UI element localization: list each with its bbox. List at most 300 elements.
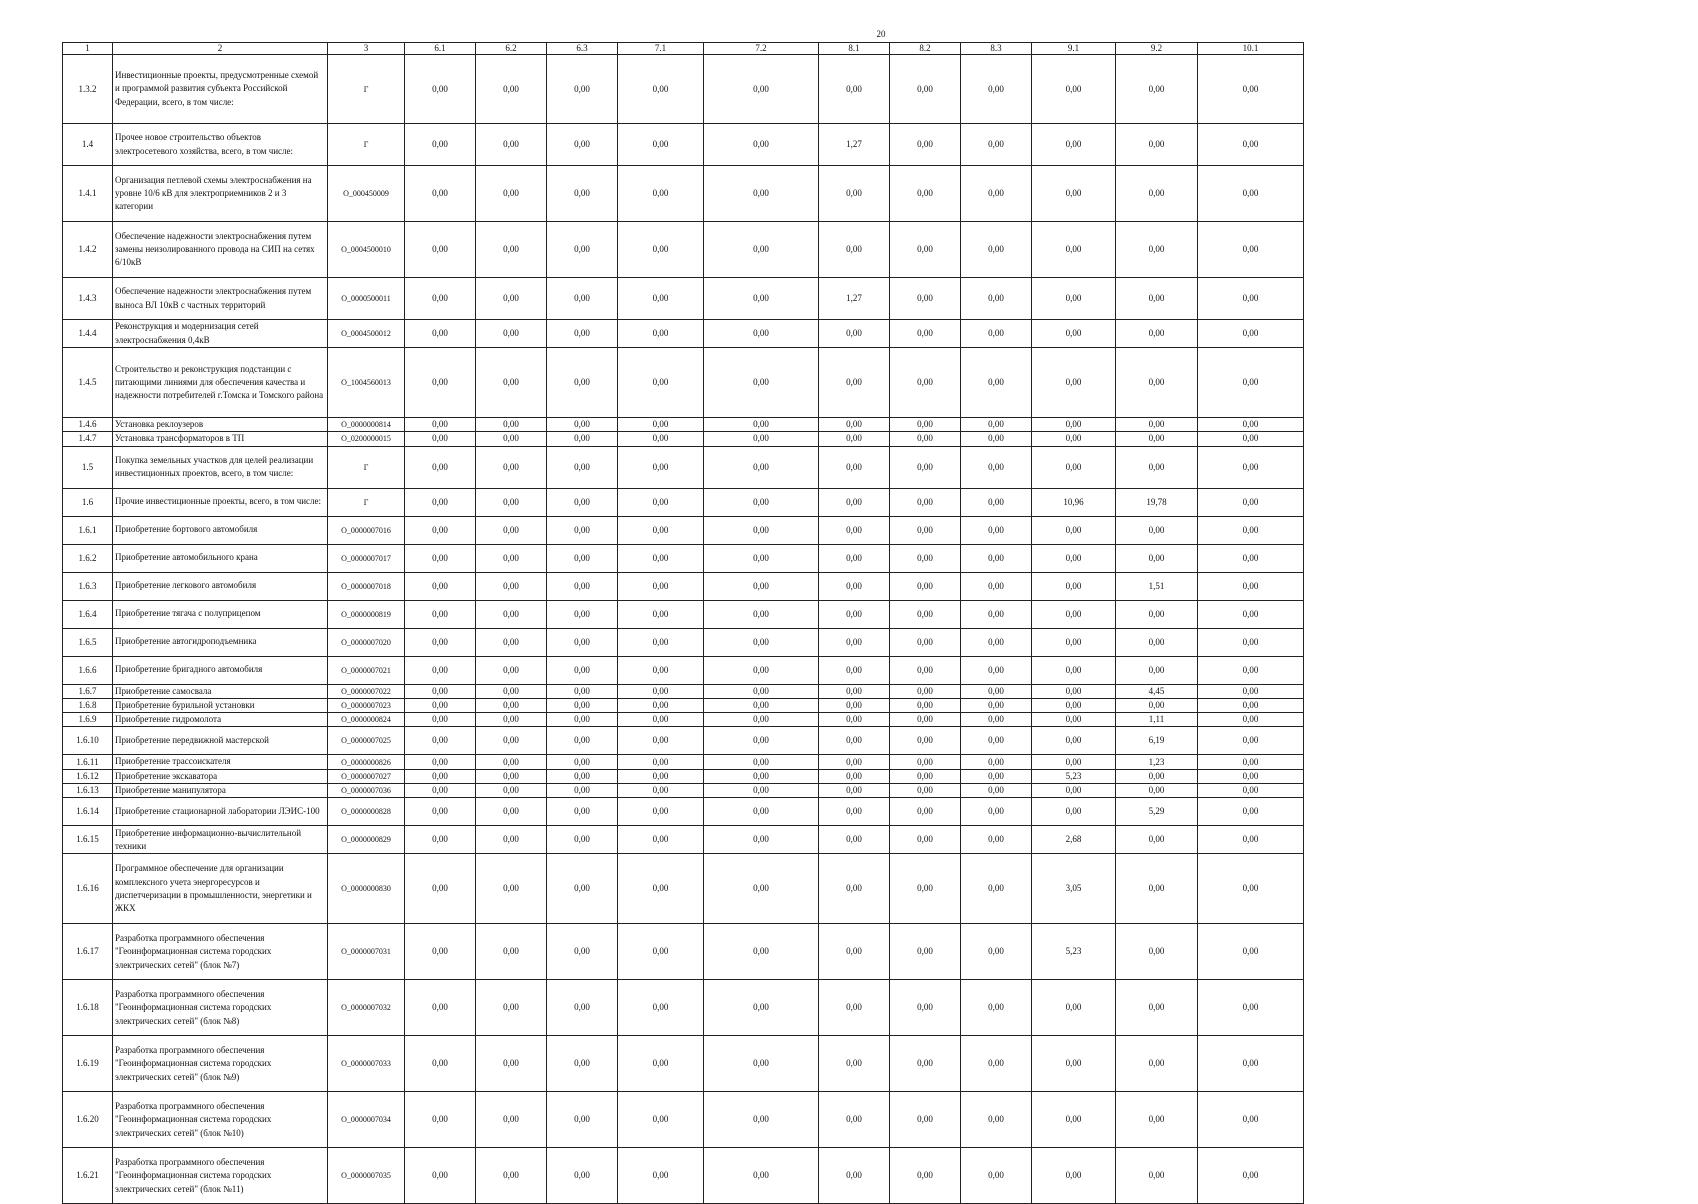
value-cell: 0,00 bbox=[819, 222, 890, 278]
value-cell: 0,00 bbox=[961, 1036, 1032, 1092]
value-cell: 5,23 bbox=[1032, 924, 1116, 980]
value-cell: 0,00 bbox=[618, 55, 704, 124]
value-cell: 0,00 bbox=[618, 488, 704, 516]
row-number: 1.4.6 bbox=[63, 418, 113, 432]
row-code: О_0000000829 bbox=[328, 826, 405, 854]
value-cell: 0,00 bbox=[819, 924, 890, 980]
value-cell: 0,00 bbox=[1198, 55, 1304, 124]
value-cell: 0,00 bbox=[890, 755, 961, 769]
row-number: 1.6.18 bbox=[63, 980, 113, 1036]
value-cell: 0,00 bbox=[405, 656, 476, 684]
value-cell: 0,00 bbox=[704, 516, 819, 544]
table-row bbox=[63, 628, 1304, 656]
value-cell: 0,00 bbox=[618, 826, 704, 854]
value-cell: 1,23 bbox=[1116, 755, 1198, 769]
row-name: Разработка программного обеспечения "Геоинформационная система городских электрических сетей" (блок №10) bbox=[113, 1092, 328, 1148]
value-cell: 0,00 bbox=[704, 418, 819, 432]
value-cell: 0,00 bbox=[890, 798, 961, 826]
value-cell: 0,00 bbox=[1032, 348, 1116, 418]
value-cell: 0,00 bbox=[704, 544, 819, 572]
value-cell: 0,00 bbox=[819, 544, 890, 572]
value-cell: 0,00 bbox=[704, 769, 819, 783]
row-code: О_0000007031 bbox=[328, 924, 405, 980]
table-row bbox=[63, 684, 1304, 698]
value-cell: 0,00 bbox=[1032, 713, 1116, 727]
value-cell: 0,00 bbox=[405, 1036, 476, 1092]
value-cell: 0,00 bbox=[961, 684, 1032, 698]
value-cell: 0,00 bbox=[618, 600, 704, 628]
row-code: Г bbox=[328, 488, 405, 516]
value-cell: 0,00 bbox=[1116, 432, 1198, 446]
row-number: 1.4.1 bbox=[63, 166, 113, 222]
value-cell: 0,00 bbox=[890, 432, 961, 446]
value-cell: 0,00 bbox=[704, 755, 819, 769]
value-cell: 0,00 bbox=[704, 698, 819, 712]
value-cell: 0,00 bbox=[1116, 924, 1198, 980]
value-cell: 0,00 bbox=[704, 572, 819, 600]
table-row bbox=[63, 166, 1304, 222]
value-cell: 0,00 bbox=[1116, 544, 1198, 572]
value-cell: 0,00 bbox=[476, 516, 547, 544]
value-cell: 0,00 bbox=[890, 684, 961, 698]
value-cell: 0,00 bbox=[618, 432, 704, 446]
value-cell: 0,00 bbox=[819, 798, 890, 826]
column-header: 1 bbox=[63, 43, 113, 55]
value-cell: 0,00 bbox=[961, 784, 1032, 798]
value-cell: 0,00 bbox=[547, 544, 618, 572]
value-cell: 0,00 bbox=[405, 446, 476, 488]
value-cell: 0,00 bbox=[1198, 684, 1304, 698]
value-cell: 0,00 bbox=[618, 1092, 704, 1148]
row-code: О_0000007021 bbox=[328, 656, 405, 684]
value-cell: 0,00 bbox=[704, 713, 819, 727]
table-row bbox=[63, 1092, 1304, 1148]
investment-table bbox=[62, 42, 1304, 1204]
row-code: О_0000007025 bbox=[328, 727, 405, 755]
value-cell: 0,00 bbox=[405, 600, 476, 628]
value-cell: 0,00 bbox=[1116, 446, 1198, 488]
value-cell: 5,29 bbox=[1116, 798, 1198, 826]
value-cell: 0,00 bbox=[476, 572, 547, 600]
value-cell: 0,00 bbox=[618, 980, 704, 1036]
column-header: 6.2 bbox=[476, 43, 547, 55]
row-code: О_0000007022 bbox=[328, 684, 405, 698]
value-cell: 0,00 bbox=[704, 854, 819, 924]
value-cell: 0,00 bbox=[405, 980, 476, 1036]
value-cell: 0,00 bbox=[1032, 727, 1116, 755]
value-cell: 0,00 bbox=[1198, 924, 1304, 980]
value-cell: 0,00 bbox=[1198, 1148, 1304, 1204]
value-cell: 0,00 bbox=[890, 769, 961, 783]
value-cell: 0,00 bbox=[405, 784, 476, 798]
row-name: Разработка программного обеспечения "Геоинформационная система городских электрических сетей" (блок №8) bbox=[113, 980, 328, 1036]
value-cell: 0,00 bbox=[704, 784, 819, 798]
value-cell: 0,00 bbox=[618, 222, 704, 278]
value-cell: 0,00 bbox=[1116, 166, 1198, 222]
value-cell: 0,00 bbox=[819, 320, 890, 348]
row-name: Приобретение стационарной лаборатории ЛЭИС-100 bbox=[113, 798, 328, 826]
row-number: 1.6.14 bbox=[63, 798, 113, 826]
value-cell: 0,00 bbox=[819, 784, 890, 798]
value-cell: 0,00 bbox=[961, 1092, 1032, 1148]
value-cell: 0,00 bbox=[405, 769, 476, 783]
value-cell: 0,00 bbox=[1032, 980, 1116, 1036]
value-cell: 0,00 bbox=[547, 222, 618, 278]
value-cell: 0,00 bbox=[476, 124, 547, 166]
row-code: О_0000000824 bbox=[328, 713, 405, 727]
value-cell: 0,00 bbox=[704, 222, 819, 278]
value-cell: 0,00 bbox=[405, 755, 476, 769]
row-code: О_0000007027 bbox=[328, 769, 405, 783]
column-header: 7.1 bbox=[618, 43, 704, 55]
value-cell: 0,00 bbox=[819, 1036, 890, 1092]
value-cell: 0,00 bbox=[890, 418, 961, 432]
column-header: 2 bbox=[113, 43, 328, 55]
value-cell: 0,00 bbox=[704, 278, 819, 320]
value-cell: 0,00 bbox=[1198, 1092, 1304, 1148]
value-cell: 0,00 bbox=[890, 516, 961, 544]
row-name: Программное обеспечение для организации комплексного учета энергоресурсов и диспетчеризации в промышленности, энергетики и ЖКХ bbox=[113, 854, 328, 924]
value-cell: 0,00 bbox=[1116, 854, 1198, 924]
value-cell: 0,00 bbox=[476, 698, 547, 712]
column-header: 8.3 bbox=[961, 43, 1032, 55]
value-cell: 0,00 bbox=[961, 798, 1032, 826]
row-name: Приобретение информационно-вычислительной техники bbox=[113, 826, 328, 854]
value-cell: 0,00 bbox=[618, 320, 704, 348]
row-name: Организация петлевой схемы электроснабжения на уровне 10/6 кВ для электроприемников 2 и 3 категории bbox=[113, 166, 328, 222]
table-row bbox=[63, 55, 1304, 124]
value-cell: 0,00 bbox=[704, 1148, 819, 1204]
value-cell: 0,00 bbox=[961, 854, 1032, 924]
value-cell: 0,00 bbox=[890, 713, 961, 727]
row-code: О_0000007017 bbox=[328, 544, 405, 572]
row-name: Приобретение автогидроподъемника bbox=[113, 628, 328, 656]
row-code: О_000450009 bbox=[328, 166, 405, 222]
value-cell: 0,00 bbox=[890, 628, 961, 656]
value-cell: 0,00 bbox=[618, 544, 704, 572]
value-cell: 0,00 bbox=[618, 124, 704, 166]
row-name: Приобретение автомобильного крана bbox=[113, 544, 328, 572]
value-cell: 0,00 bbox=[819, 727, 890, 755]
row-name: Приобретение манипулятора bbox=[113, 784, 328, 798]
value-cell: 0,00 bbox=[1116, 124, 1198, 166]
table-row bbox=[63, 488, 1304, 516]
value-cell: 0,00 bbox=[405, 713, 476, 727]
row-number: 1.6.21 bbox=[63, 1148, 113, 1204]
row-code: О_1004560013 bbox=[328, 348, 405, 418]
value-cell: 0,00 bbox=[405, 488, 476, 516]
value-cell: 0,00 bbox=[819, 628, 890, 656]
value-cell: 0,00 bbox=[618, 572, 704, 600]
value-cell: 0,00 bbox=[704, 826, 819, 854]
table-row bbox=[63, 698, 1304, 712]
row-number: 1.6.5 bbox=[63, 628, 113, 656]
value-cell: 0,00 bbox=[961, 166, 1032, 222]
value-cell: 0,00 bbox=[961, 1148, 1032, 1204]
row-name: Прочее новое строительство объектов электросетевого хозяйства, всего, в том числе: bbox=[113, 124, 328, 166]
value-cell: 0,00 bbox=[476, 713, 547, 727]
row-number: 1.6.3 bbox=[63, 572, 113, 600]
value-cell: 0,00 bbox=[547, 488, 618, 516]
value-cell: 0,00 bbox=[890, 784, 961, 798]
row-code: О_0200000015 bbox=[328, 432, 405, 446]
value-cell: 0,00 bbox=[819, 656, 890, 684]
column-header: 7.2 bbox=[704, 43, 819, 55]
table-row bbox=[63, 222, 1304, 278]
value-cell: 0,00 bbox=[476, 628, 547, 656]
value-cell: 0,00 bbox=[961, 320, 1032, 348]
table-row bbox=[63, 1036, 1304, 1092]
row-number: 1.6.2 bbox=[63, 544, 113, 572]
value-cell: 0,00 bbox=[405, 1092, 476, 1148]
value-cell: 0,00 bbox=[405, 684, 476, 698]
value-cell: 0,00 bbox=[1032, 166, 1116, 222]
value-cell: 0,00 bbox=[890, 698, 961, 712]
value-cell: 0,00 bbox=[476, 488, 547, 516]
row-code: Г bbox=[328, 55, 405, 124]
value-cell: 0,00 bbox=[547, 1092, 618, 1148]
value-cell: 0,00 bbox=[961, 656, 1032, 684]
row-name: Разработка программного обеспечения "Геоинформационная система городских электрических сетей" (блок №7) bbox=[113, 924, 328, 980]
value-cell: 0,00 bbox=[704, 798, 819, 826]
column-header: 8.2 bbox=[890, 43, 961, 55]
value-cell: 0,00 bbox=[890, 55, 961, 124]
value-cell: 0,00 bbox=[547, 1148, 618, 1204]
value-cell: 0,00 bbox=[476, 924, 547, 980]
value-cell: 0,00 bbox=[961, 600, 1032, 628]
value-cell: 0,00 bbox=[1032, 320, 1116, 348]
value-cell: 0,00 bbox=[961, 488, 1032, 516]
value-cell: 0,00 bbox=[476, 769, 547, 783]
value-cell: 0,00 bbox=[547, 516, 618, 544]
value-cell: 0,00 bbox=[547, 698, 618, 712]
row-code: О_0004500010 bbox=[328, 222, 405, 278]
value-cell: 0,00 bbox=[1198, 446, 1304, 488]
column-header: 8.1 bbox=[819, 43, 890, 55]
value-cell: 0,00 bbox=[547, 418, 618, 432]
value-cell: 0,00 bbox=[961, 432, 1032, 446]
value-cell: 0,00 bbox=[704, 727, 819, 755]
value-cell: 0,00 bbox=[547, 600, 618, 628]
value-cell: 0,00 bbox=[618, 348, 704, 418]
value-cell: 0,00 bbox=[1198, 727, 1304, 755]
row-name: Прочие инвестиционные проекты, всего, в том числе: bbox=[113, 488, 328, 516]
value-cell: 0,00 bbox=[1116, 1036, 1198, 1092]
row-number: 1.4 bbox=[63, 124, 113, 166]
value-cell: 0,00 bbox=[476, 798, 547, 826]
value-cell: 0,00 bbox=[704, 488, 819, 516]
value-cell: 4,45 bbox=[1116, 684, 1198, 698]
value-cell: 0,00 bbox=[819, 755, 890, 769]
value-cell: 0,00 bbox=[547, 826, 618, 854]
table-row bbox=[63, 980, 1304, 1036]
value-cell: 0,00 bbox=[618, 1148, 704, 1204]
value-cell: 0,00 bbox=[704, 1036, 819, 1092]
row-code: О_0000007036 bbox=[328, 784, 405, 798]
value-cell: 0,00 bbox=[618, 418, 704, 432]
value-cell: 0,00 bbox=[547, 278, 618, 320]
value-cell: 0,00 bbox=[476, 278, 547, 320]
value-cell: 0,00 bbox=[405, 348, 476, 418]
value-cell: 0,00 bbox=[618, 166, 704, 222]
row-name: Приобретение легкового автомобиля bbox=[113, 572, 328, 600]
value-cell: 0,00 bbox=[704, 684, 819, 698]
value-cell: 0,00 bbox=[618, 1036, 704, 1092]
value-cell: 0,00 bbox=[961, 572, 1032, 600]
value-cell: 0,00 bbox=[819, 55, 890, 124]
value-cell: 0,00 bbox=[1116, 769, 1198, 783]
value-cell: 0,00 bbox=[1198, 769, 1304, 783]
value-cell: 0,00 bbox=[1032, 784, 1116, 798]
value-cell: 0,00 bbox=[405, 516, 476, 544]
row-code: О_0000007020 bbox=[328, 628, 405, 656]
value-cell: 0,00 bbox=[547, 755, 618, 769]
row-name: Покупка земельных участков для целей реализации инвестиционных проектов, всего, в том числе: bbox=[113, 446, 328, 488]
table-row bbox=[63, 124, 1304, 166]
value-cell: 0,00 bbox=[890, 1036, 961, 1092]
value-cell: 0,00 bbox=[819, 432, 890, 446]
row-name: Обеспечение надежности электроснабжения путем выноса ВЛ 10кВ с частных территорий bbox=[113, 278, 328, 320]
value-cell: 0,00 bbox=[890, 1092, 961, 1148]
row-name: Обеспечение надежности электроснабжения путем замены неизолированного провода на СИП на сетях 6/10кВ bbox=[113, 222, 328, 278]
value-cell: 0,00 bbox=[961, 278, 1032, 320]
value-cell: 0,00 bbox=[476, 348, 547, 418]
value-cell: 0,00 bbox=[1032, 124, 1116, 166]
value-cell: 0,00 bbox=[819, 769, 890, 783]
value-cell: 0,00 bbox=[547, 854, 618, 924]
value-cell: 0,00 bbox=[819, 418, 890, 432]
row-number: 1.6.6 bbox=[63, 656, 113, 684]
row-number: 1.6.1 bbox=[63, 516, 113, 544]
row-number: 1.6.16 bbox=[63, 854, 113, 924]
row-number: 1.4.3 bbox=[63, 278, 113, 320]
value-cell: 0,00 bbox=[618, 516, 704, 544]
value-cell: 0,00 bbox=[476, 854, 547, 924]
value-cell: 0,00 bbox=[961, 924, 1032, 980]
value-cell: 0,00 bbox=[961, 124, 1032, 166]
value-cell: 0,00 bbox=[405, 418, 476, 432]
value-cell: 0,00 bbox=[819, 572, 890, 600]
value-cell: 0,00 bbox=[476, 1036, 547, 1092]
value-cell: 0,00 bbox=[890, 166, 961, 222]
row-number: 1.4.5 bbox=[63, 348, 113, 418]
value-cell: 0,00 bbox=[1198, 516, 1304, 544]
column-header: 10.1 bbox=[1198, 43, 1304, 55]
value-cell: 0,00 bbox=[819, 684, 890, 698]
row-number: 1.6.9 bbox=[63, 713, 113, 727]
row-code: О_0000007018 bbox=[328, 572, 405, 600]
value-cell: 0,00 bbox=[1032, 1036, 1116, 1092]
value-cell: 10,96 bbox=[1032, 488, 1116, 516]
row-number: 1.6.19 bbox=[63, 1036, 113, 1092]
value-cell: 0,00 bbox=[1032, 1148, 1116, 1204]
value-cell: 0,00 bbox=[1198, 278, 1304, 320]
value-cell: 0,00 bbox=[1198, 348, 1304, 418]
row-number: 1.6.20 bbox=[63, 1092, 113, 1148]
value-cell: 0,00 bbox=[819, 698, 890, 712]
table-row bbox=[63, 826, 1304, 854]
table-row bbox=[63, 755, 1304, 769]
row-number: 1.3.2 bbox=[63, 55, 113, 124]
row-name: Строительство и реконструкция подстанции с питающими линиями для обеспечения качества и надежности потребителей г.Томска и Томского района bbox=[113, 348, 328, 418]
value-cell: 0,00 bbox=[476, 1092, 547, 1148]
row-name: Приобретение бортового автомобиля bbox=[113, 516, 328, 544]
value-cell: 0,00 bbox=[476, 1148, 547, 1204]
value-cell: 0,00 bbox=[1116, 628, 1198, 656]
value-cell: 0,00 bbox=[405, 924, 476, 980]
row-number: 1.4.4 bbox=[63, 320, 113, 348]
value-cell: 1,11 bbox=[1116, 713, 1198, 727]
value-cell: 0,00 bbox=[476, 826, 547, 854]
row-name: Разработка программного обеспечения "Геоинформационная система городских электрических сетей" (блок №9) bbox=[113, 1036, 328, 1092]
table-row bbox=[63, 784, 1304, 798]
value-cell: 0,00 bbox=[1032, 432, 1116, 446]
value-cell: 0,00 bbox=[704, 124, 819, 166]
value-cell: 0,00 bbox=[819, 600, 890, 628]
value-cell: 0,00 bbox=[961, 418, 1032, 432]
value-cell: 0,00 bbox=[1032, 656, 1116, 684]
value-cell: 0,00 bbox=[547, 1036, 618, 1092]
value-cell: 0,00 bbox=[618, 755, 704, 769]
table-row bbox=[63, 348, 1304, 418]
value-cell: 0,00 bbox=[890, 348, 961, 418]
value-cell: 0,00 bbox=[819, 980, 890, 1036]
value-cell: 0,00 bbox=[1198, 784, 1304, 798]
value-cell: 0,00 bbox=[547, 446, 618, 488]
value-cell: 0,00 bbox=[476, 446, 547, 488]
value-cell: 0,00 bbox=[961, 769, 1032, 783]
value-cell: 0,00 bbox=[704, 924, 819, 980]
value-cell: 0,00 bbox=[547, 727, 618, 755]
value-cell: 0,00 bbox=[1198, 432, 1304, 446]
value-cell: 0,00 bbox=[476, 544, 547, 572]
value-cell: 0,00 bbox=[618, 924, 704, 980]
value-cell: 0,00 bbox=[1198, 826, 1304, 854]
table-row bbox=[63, 600, 1304, 628]
row-number: 1.6.4 bbox=[63, 600, 113, 628]
value-cell: 0,00 bbox=[704, 1092, 819, 1148]
row-name: Приобретение передвижной мастерской bbox=[113, 727, 328, 755]
row-number: 1.6.17 bbox=[63, 924, 113, 980]
value-cell: 1,51 bbox=[1116, 572, 1198, 600]
value-cell: 0,00 bbox=[476, 320, 547, 348]
value-cell: 0,00 bbox=[476, 166, 547, 222]
value-cell: 0,00 bbox=[1198, 600, 1304, 628]
value-cell: 0,00 bbox=[1116, 222, 1198, 278]
row-code: О_0000000826 bbox=[328, 755, 405, 769]
value-cell: 0,00 bbox=[704, 320, 819, 348]
value-cell: 0,00 bbox=[618, 784, 704, 798]
value-cell: 0,00 bbox=[1032, 278, 1116, 320]
value-cell: 0,00 bbox=[476, 656, 547, 684]
row-name: Реконструкция и модернизация сетей электроснабжения 0,4кВ bbox=[113, 320, 328, 348]
value-cell: 0,00 bbox=[618, 278, 704, 320]
value-cell: 0,00 bbox=[704, 656, 819, 684]
table-row bbox=[63, 516, 1304, 544]
value-cell: 0,00 bbox=[405, 628, 476, 656]
column-header: 9.1 bbox=[1032, 43, 1116, 55]
row-number: 1.6.15 bbox=[63, 826, 113, 854]
value-cell: 0,00 bbox=[819, 348, 890, 418]
value-cell: 5,23 bbox=[1032, 769, 1116, 783]
table-row bbox=[63, 798, 1304, 826]
row-code: О_0000007016 bbox=[328, 516, 405, 544]
value-cell: 0,00 bbox=[819, 1092, 890, 1148]
value-cell: 0,00 bbox=[405, 320, 476, 348]
value-cell: 0,00 bbox=[547, 980, 618, 1036]
value-cell: 0,00 bbox=[890, 124, 961, 166]
row-name: Установка трансформаторов в ТП bbox=[113, 432, 328, 446]
